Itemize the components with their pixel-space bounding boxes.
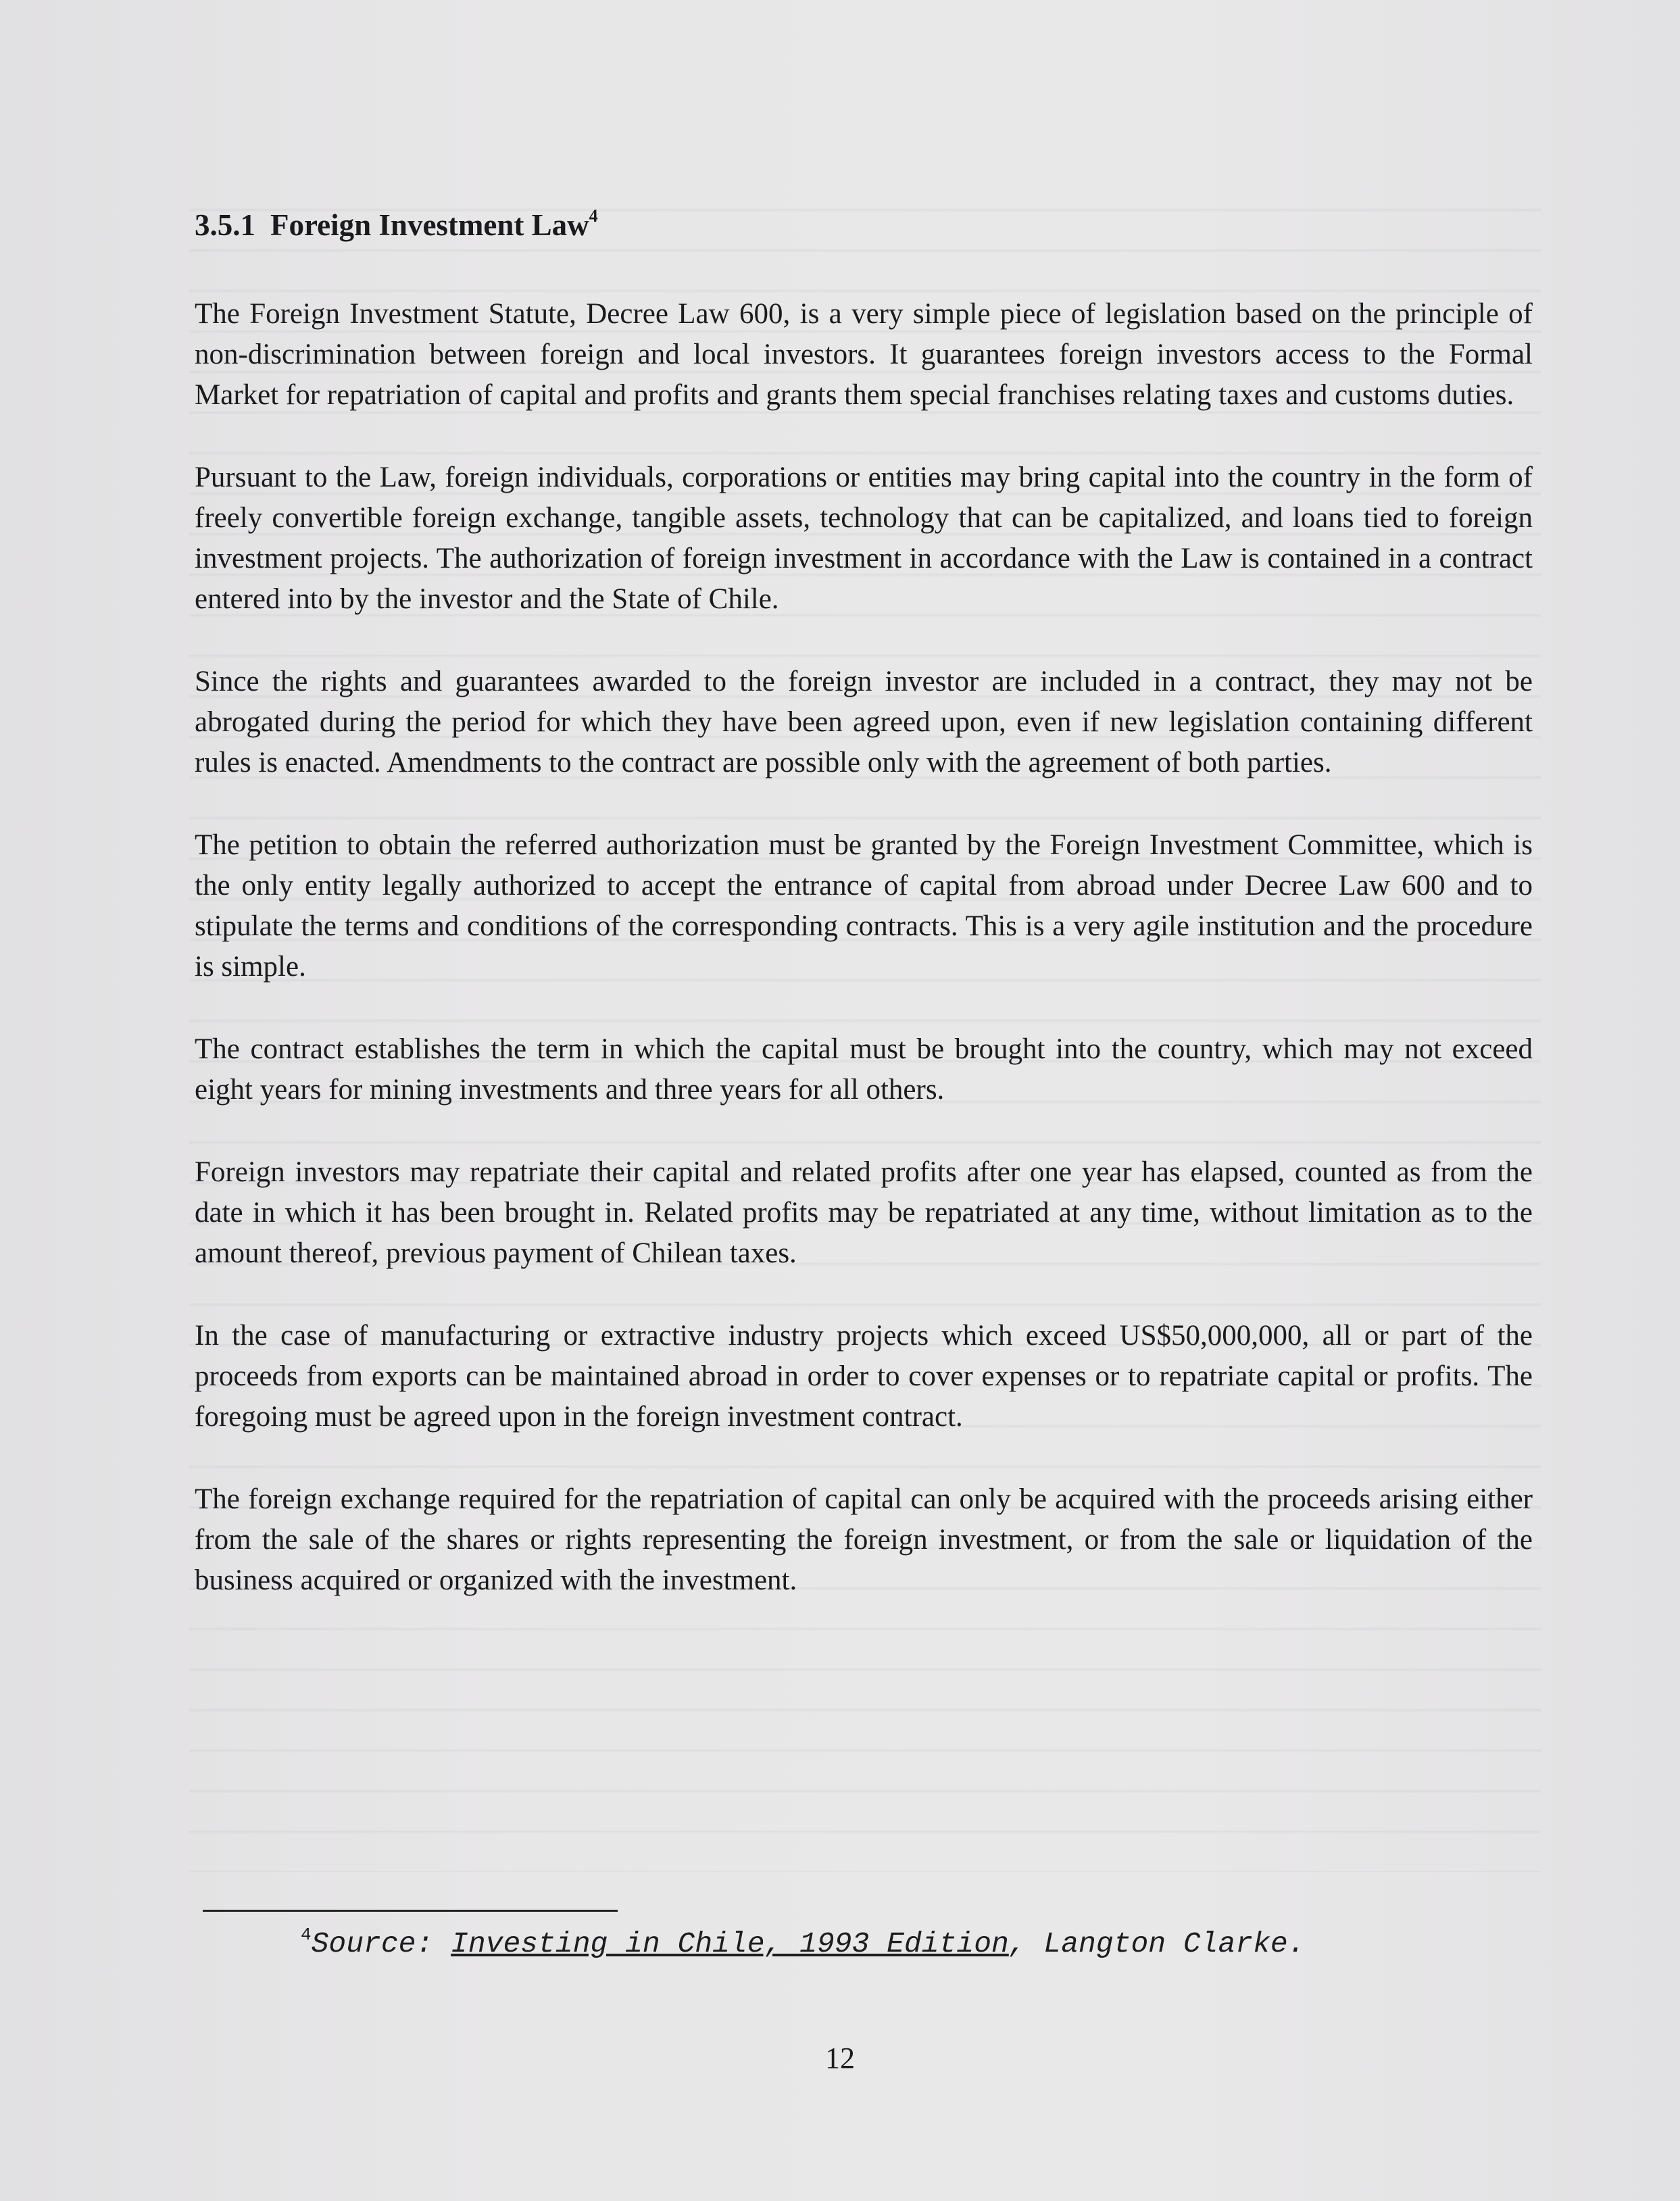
paragraph-5: The contract establishes the term in which the capital must be brought into the country, which may not exceed eight years for mining investments and three years for all others. — [195, 1033, 1533, 1106]
page-body — [195, 196, 1533, 1643]
page-number: 12 — [825, 2042, 855, 2075]
section-number: 3.5.1 — [195, 208, 255, 242]
footnote-label: Source: — [311, 1927, 434, 1960]
footnote-source-title: Investing in Chile, 1993 Edition — [451, 1927, 1009, 1960]
footnote — [301, 1925, 1306, 1960]
footnote-marker: 4 — [301, 1925, 312, 1945]
paragraph-4: The petition to obtain the referred authorization must be granted by the Foreign Investment Committee, which is the only entity legally authorized to accept the entrance of capital from abroad under Decree Law 600 and to stipulate the terms and conditions of the corresponding contracts. This is a very agile institution and the procedure is simple. — [195, 829, 1533, 983]
section-title: Foreign Investment Law — [270, 208, 589, 242]
footnote-comma: , — [1008, 1927, 1027, 1960]
paragraph-8: The foreign exchange required for the repatriation of capital can only be acquired with the proceeds arising either from the sale of the shares or rights representing the foreign investment, or from the sale or liquidation of the business acquired or organized with the investment. — [195, 1483, 1533, 1596]
paragraph-7: In the case of manufacturing or extractive industry projects which exceed US$50,000,000, all or part of the proceeds from exports can be maintained abroad in order to cover expenses or to repatriate capital or profits. The foregoing must be agreed upon in the foreign investment contract. — [195, 1320, 1533, 1433]
section-heading — [195, 196, 1533, 245]
footnote-author: Langton Clarke. — [1043, 1927, 1306, 1960]
paragraph-3: Since the rights and guarantees awarded to the foreign investor are included in a contract, they may not be abrogated during the period for which they have been agreed upon, even if new legislation containing different rules is enacted. Amendments to the contract are possible only with the agreement of both parties. — [195, 666, 1533, 778]
footnote-divider — [203, 1910, 618, 1912]
footnote-reference: 4 — [589, 206, 598, 226]
paragraph-2: Pursuant to the Law, foreign individuals, corporations or entities may bring capital into the country in the form of freely convertible foreign exchange, tangible assets, technology that can be capitalized, and loans tied to foreign investment projects. The authorization of foreign investment in accordance with the Law is contained in a contract entered into by the investor and the State of Chile. — [195, 462, 1533, 615]
paragraph-6: Foreign investors may repatriate their capital and related profits after one year has elapsed, counted as from the date in which it has been brought in. Related profits may be repatriated at any time, without limitation as to the amount thereof, previous payment of Chilean taxes. — [195, 1156, 1533, 1269]
paragraph-1: The Foreign Investment Statute, Decree Law 600, is a very simple piece of legislation based on the principle of non-discrimination between foreign and local investors. It guarantees foreign investors access to the Formal Market for repatriation of capital and profits and grants them special franchises relating taxes and customs duties. — [195, 298, 1533, 411]
